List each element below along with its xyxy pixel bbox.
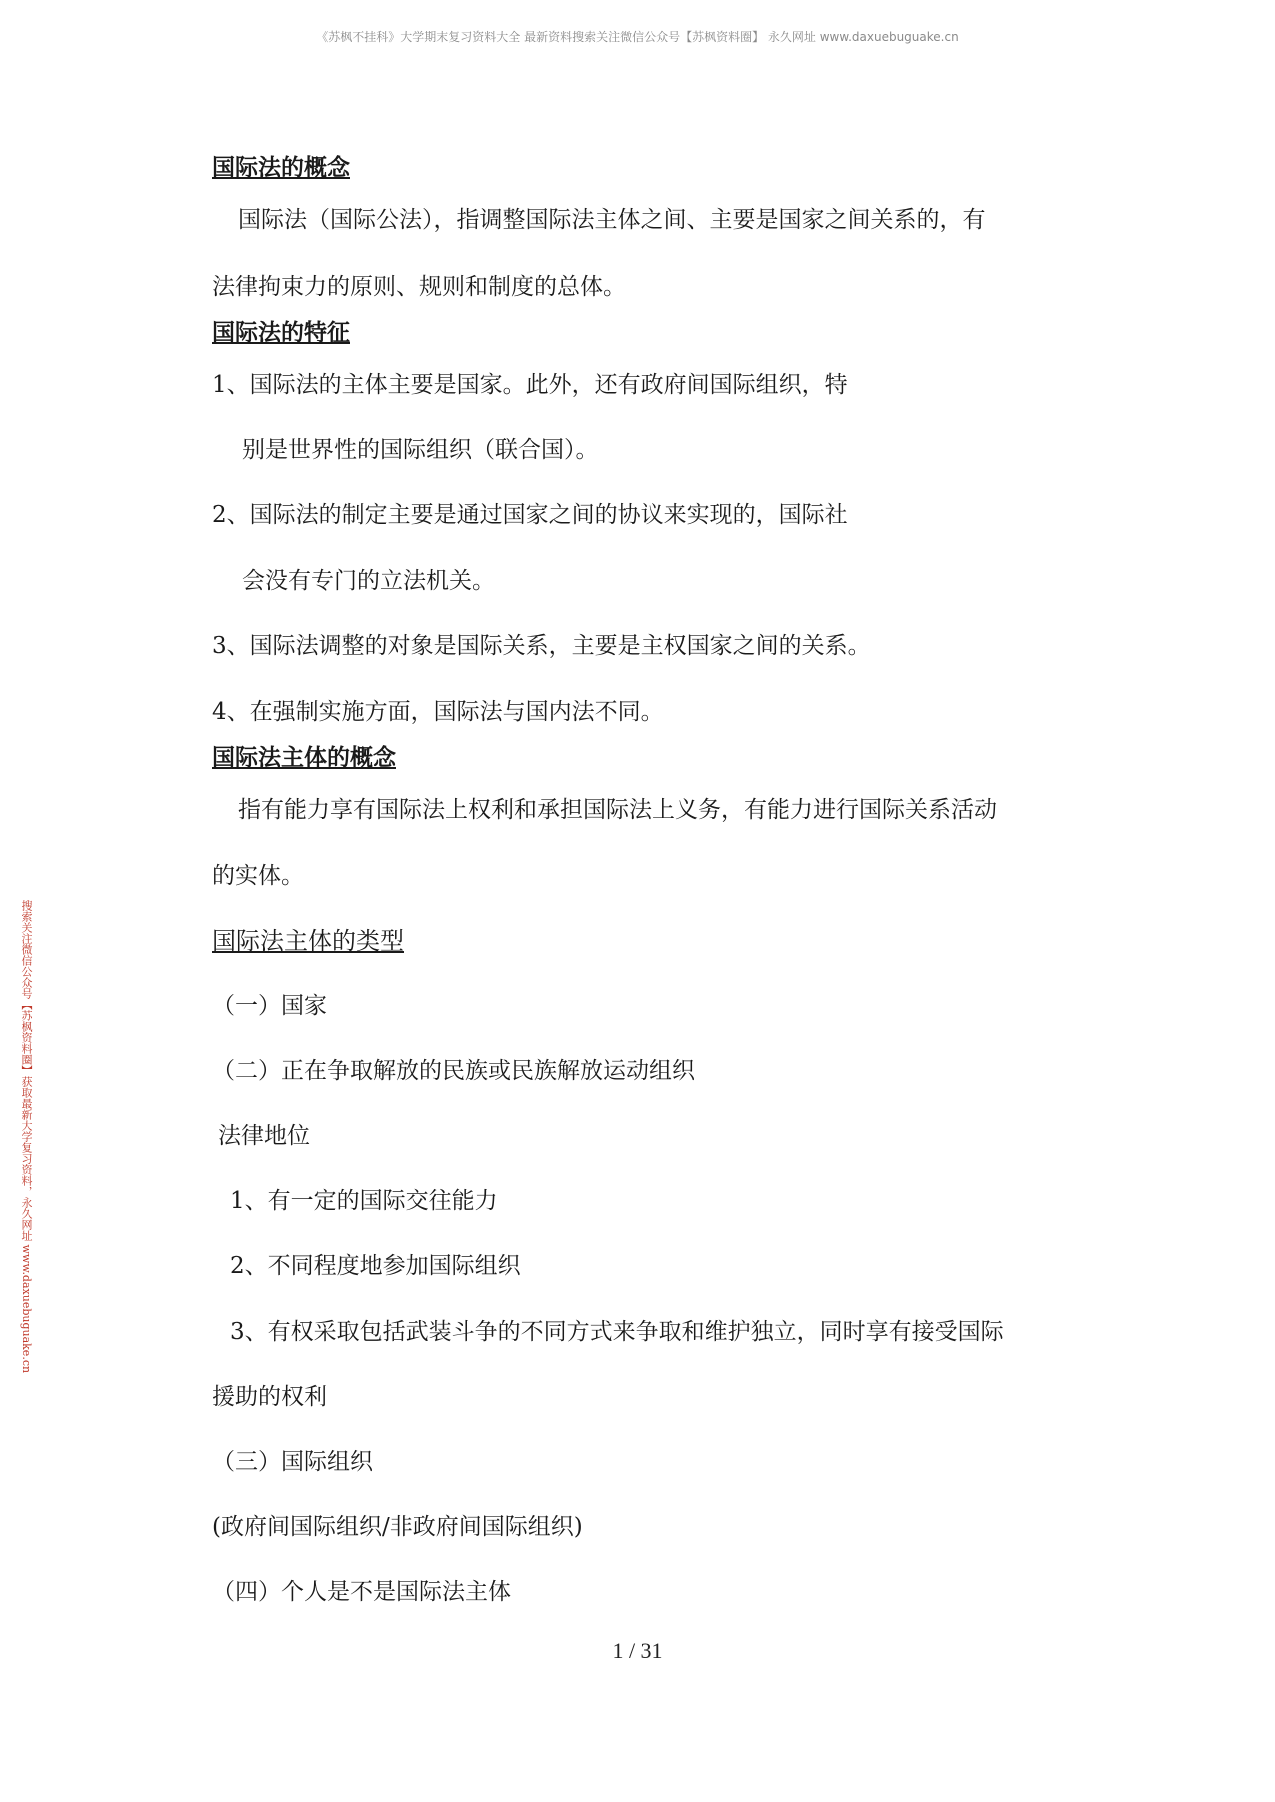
- heading-subject-concept: 国际法主体的概念: [212, 745, 396, 771]
- page-number: 1 / 31: [612, 1638, 663, 1663]
- feature-2-line2: 会没有专门的立法机关。: [242, 568, 495, 594]
- legal-status-2: 2、不同程度地参加国际组织: [230, 1253, 521, 1279]
- legal-status-3-line2: 援助的权利: [212, 1384, 327, 1410]
- type-3: （三）国际组织: [212, 1449, 373, 1475]
- heading-features: 国际法的特征: [212, 320, 350, 346]
- side-watermark: 搜索关注微信公众号【苏枫资料圈】获取最新大学复习资料，永久网址 www.daxuebuguake.cn: [20, 900, 33, 1374]
- feature-4: 4、在强制实施方面，国际法与国内法不同。: [212, 699, 664, 725]
- type-2: （二）正在争取解放的民族或民族解放运动组织: [212, 1058, 695, 1084]
- legal-status-1: 1、有一定的国际交往能力: [230, 1188, 498, 1214]
- heading-concept: 国际法的概念: [212, 155, 350, 181]
- legal-status-label: 法律地位: [218, 1123, 310, 1149]
- heading-subject-types: 国际法主体的类型: [212, 927, 404, 955]
- subject-para-line2: 的实体。: [212, 863, 304, 889]
- feature-1-line1: 1、国际法的主体主要是国家。此外，还有政府间国际组织，特: [212, 372, 848, 398]
- concept-para-line1: 国际法（国际公法），指调整国际法主体之间、主要是国家之间关系的，有: [238, 207, 986, 233]
- page-header-watermark: 《苏枫不挂科》大学期末复习资料大全 最新资料搜索关注微信公众号【苏枫资料圈】 永久网址 www.daxuebuguake.cn: [316, 30, 959, 44]
- type-1: （一）国家: [212, 993, 327, 1019]
- concept-para-line2: 法律拘束力的原则、规则和制度的总体。: [212, 274, 626, 300]
- feature-1-line2: 别是世界性的国际组织（联合国）。: [242, 437, 599, 463]
- type-4: （四）个人是不是国际法主体: [212, 1579, 511, 1605]
- feature-2-line1: 2、国际法的制定主要是通过国家之间的协议来实现的，国际社: [212, 502, 848, 528]
- feature-3: 3、国际法调整的对象是国际关系，主要是主权国家之间的关系。: [212, 633, 871, 659]
- legal-status-3-line1: 3、有权采取包括武装斗争的不同方式来争取和维护独立，同时享有接受国际: [230, 1319, 1004, 1345]
- type-3-note: (政府间国际组织/非政府间国际组织): [212, 1514, 583, 1540]
- subject-para-line1: 指有能力享有国际法上权利和承担国际法上义务，有能力进行国际关系活动: [238, 797, 997, 823]
